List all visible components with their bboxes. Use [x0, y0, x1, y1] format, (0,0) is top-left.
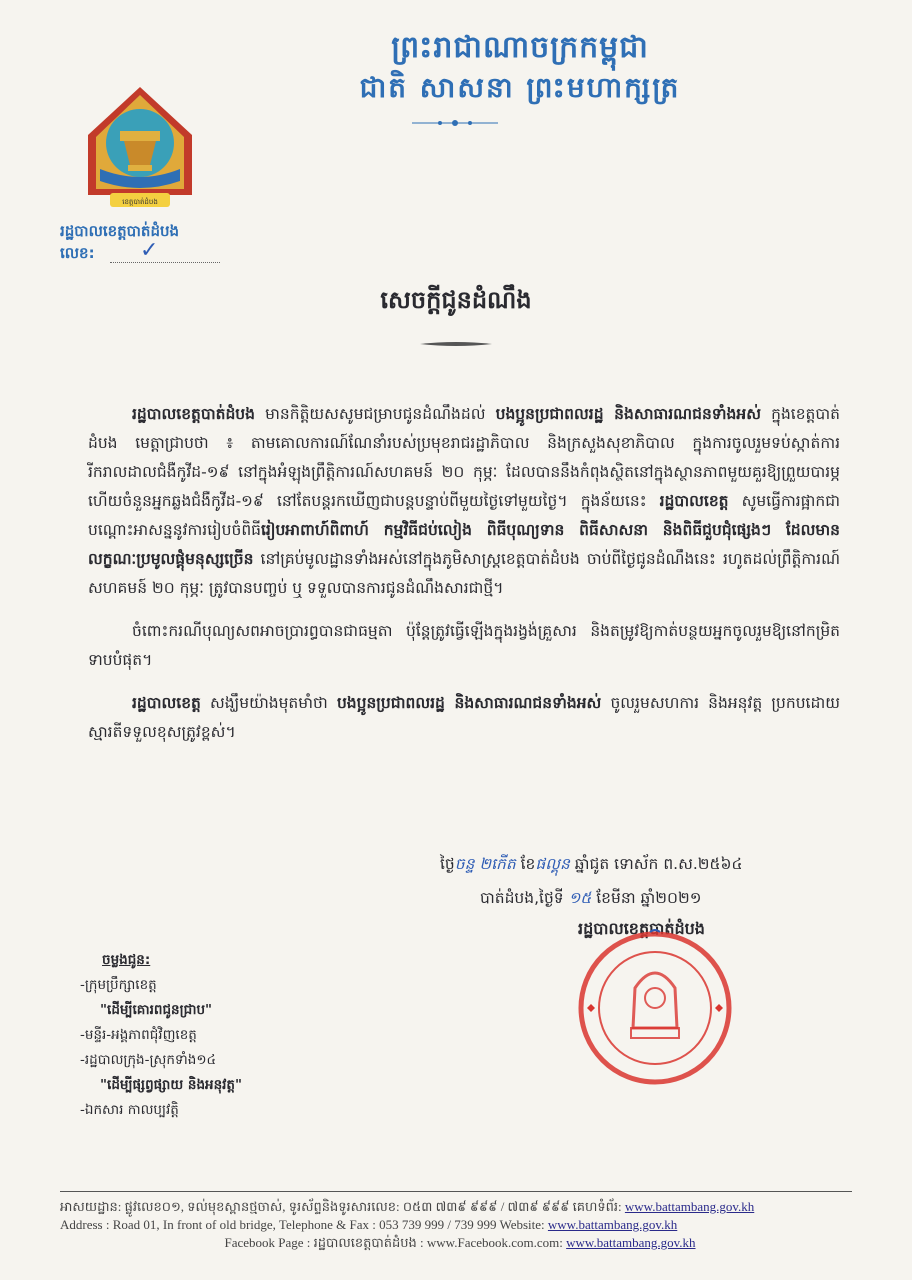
- issuer-name: រដ្ឋបាលខេត្តបាត់ដំបង: [60, 222, 180, 240]
- footer-facebook: Facebook Page : រដ្ឋបាលខេត្តបាត់ដំបង : www.Facebook.com.com: www.battambang.gov.kh: [224, 1235, 696, 1250]
- kingdom-header: [240, 28, 800, 108]
- list-item: -ក្រុមប្រឹក្សាខេត្ត: [80, 977, 157, 993]
- lunar-date-handwritten: ចន្ទ ២កើត: [454, 855, 516, 873]
- website-link[interactable]: www.battambang.gov.kh: [624, 1199, 755, 1214]
- facebook-link[interactable]: www.battambang.gov.kh: [566, 1235, 696, 1250]
- list-item: "ដើម្បីគោរពជូនជ្រាប": [100, 1002, 213, 1018]
- paragraph-2: ចំពោះករណីបុណ្យសពអាចប្រារព្ធបានជាធម្មតា ប៉ុន្តែត្រូវធ្វើឡើងក្នុងរង្វង់គ្រួសារ និងតម្រូវឱ្យកាត់បន្ថយអ្នកចូលរួមឱ្យនៅកម្រិតទាបបំផុត។: [88, 622, 840, 669]
- website-link[interactable]: www.battambang.gov.kh: [547, 1217, 678, 1232]
- title-divider-icon: [418, 340, 494, 348]
- header-ornament-icon: [410, 118, 500, 128]
- solar-date: បាត់ដំបង,ថ្ងៃទី ១៥ ខែមីនា ឆ្នាំ២០២១: [480, 889, 702, 907]
- list-item: "ដើម្បីផ្សព្វផ្សាយ និងអនុវត្ត": [100, 1077, 243, 1093]
- copy-to-heading: ចម្លងជូន:: [102, 952, 151, 968]
- signer-name: រដ្ឋបាលខេត្តបាត់ដំបង: [578, 919, 705, 938]
- paragraph-1: រដ្ឋបាលខេត្តបាត់ដំបង មានកិត្តិយសសូមជម្រាបជូនដំណឹងដល់ បងប្អូនប្រជាពលរដ្ឋ និងសាធារណជនទាំងអស់ ក្នុងខេត្តបាត់ដំបង មេត្តាជ្រាបថា ៖ តាមគោលការណ៍ណែនាំរបស់ប្រមុខរាជរដ្ឋាភិបាល និងក្រសួងសុខាភិបាល ក្នុងការចូលរួមទប់ស្កាត់ការរីករាលដាលជំងឺកូវីដ-១៩ នៅក្នុងអំឡុងព្រឹត្តិការណ៍សហគមន៍ ២០ កុម្ភៈ ដែលបាននឹងកំពុងស្ថិតនៅក្នុងស្ថានភាពមួយគួរឱ្យព្រួយបារម្ភ ហើយចំនួនអ្នកឆ្លងជំងឺកូវីដ-១៩ នៅតែបន្តរកឃើញជាបន្តបន្ទាប់ពីមួយថ្ងៃទៅមួយថ្ងៃ។ ក្នុងន័យនេះ រដ្ឋបាលខេត្ត សូមធ្វើការផ្អាកជាបណ្ដោះអាសន្ននូវការរៀបចំពិធីរៀបអាពាហ៍ពិពាហ៍ កម្មវិធីជប់លៀង ពិធីបុណ្យទាន ពិធីសាសនា និងពិធីជួបជុំផ្សេងៗ ដែលមានលក្ខណៈប្រមូលផ្ដុំមនុស្សច្រើន នៅគ្រប់មូលដ្ឋានទាំងអស់នៅក្នុងភូមិសាស្ត្រខេត្តបាត់ដំបង ចាប់ពីថ្ងៃជូនដំណឹងនេះ រហូតដល់ព្រឹត្តិការណ៍សហគមន៍ ២០ កុម្ភៈ ត្រូវបានបញ្ចប់ ឬ ទទួលបានការជូនដំណឹងសារជាថ្មី។: [88, 405, 840, 597]
- copy-to-list: [80, 948, 340, 1123]
- footer: [60, 1198, 860, 1252]
- lunar-month-handwritten: ផល្គុន: [535, 855, 570, 873]
- handwritten-check-icon: ✓: [140, 238, 159, 263]
- document-title: សេចក្ដីជូនដំណឹង: [380, 286, 532, 314]
- footer-english-address: Address : Road 01, In front of old bridge, Telephone & Fax : 053 739 999 / 739 999 Website: www.battambang.gov.kh: [60, 1217, 678, 1232]
- solar-day-handwritten: ១៥: [568, 889, 592, 907]
- official-seal-stamp: [565, 928, 745, 1088]
- reference-number-line: [110, 262, 220, 263]
- list-item: -រដ្ឋបាលក្រុង-ស្រុកទាំង១៤: [80, 1052, 217, 1068]
- footer-divider: [60, 1191, 852, 1192]
- paragraph-3: រដ្ឋបាលខេត្ត សង្ឃឹមយ៉ាងមុតមាំថា បងប្អូនប្រជាពលរដ្ឋ និងសាធារណជនទាំងអស់ ចូលរួមសហការ និងអនុវត្ត ប្រកបដោយស្មារតីទទួលខុសត្រូវខ្ពស់។: [88, 694, 840, 741]
- lunar-date: ថ្ងៃចន្ទ ២កើត ខែផល្គុន ឆ្នាំជូត ទោស័ក ព.ស.២៥៦៤: [440, 855, 743, 873]
- logo-text: ខេត្តបាត់ដំបង: [122, 198, 158, 206]
- list-item: -ឯកសារ កាលប្បវត្តិ: [80, 1102, 179, 1118]
- kingdom-title: ព្រះរាជាណាចក្រកម្ពុជា: [391, 30, 649, 65]
- provincial-emblem-logo: [80, 85, 200, 220]
- list-item: -មន្ទីរ-អង្គភាពជុំវិញខេត្ត: [80, 1027, 197, 1043]
- notice-body: [88, 400, 840, 761]
- reference-number-label: លេខ:: [60, 244, 95, 262]
- footer-khmer-address: អាសយដ្ឋាន: ផ្លូវលេខ០១, ទល់មុខស្ពានថ្មចាស់, ទូរស័ព្ទនិងទូរសារលេខ: ០៥៣ ៧៣៩ ៩៩៩ / ៧៣៩ ៩៩៩ គេហទំព័រ: www.battambang.gov.kh: [60, 1199, 755, 1214]
- national-motto: ជាតិ សាសនា ព្រះមហាក្សត្រ: [359, 71, 681, 104]
